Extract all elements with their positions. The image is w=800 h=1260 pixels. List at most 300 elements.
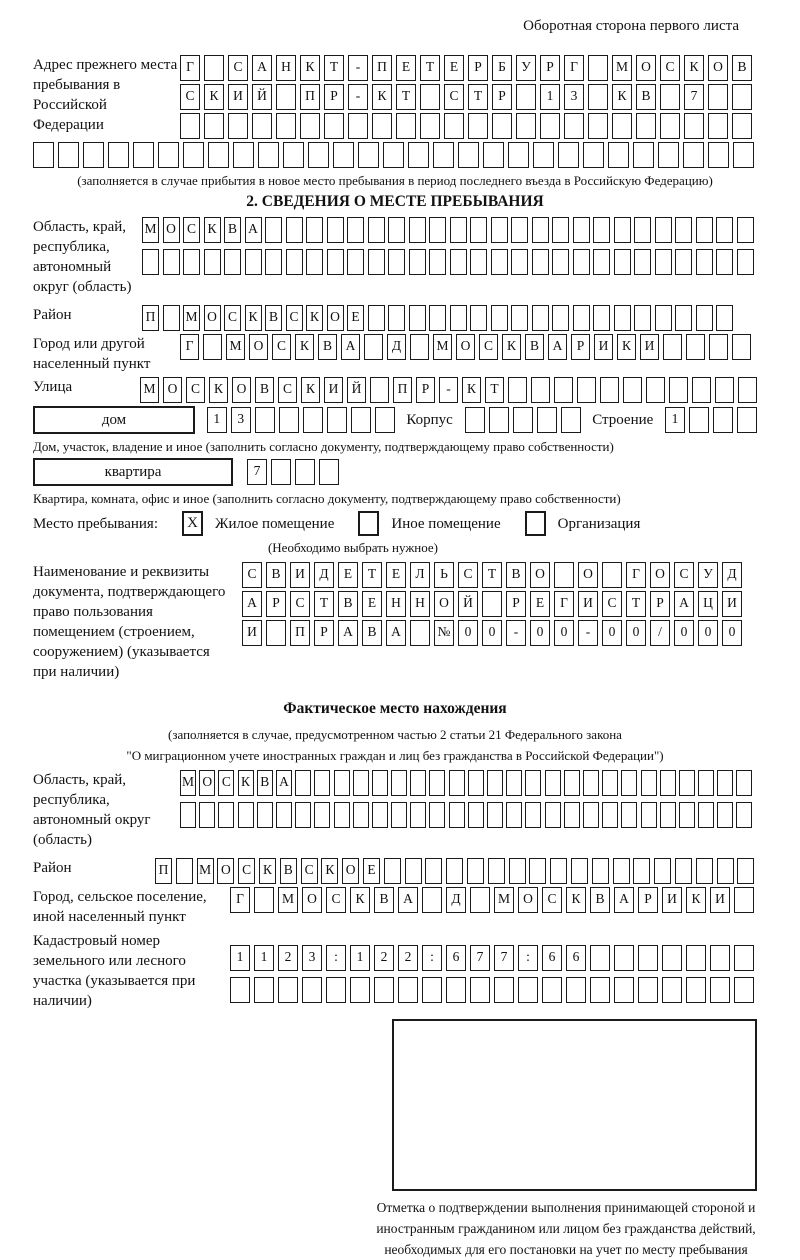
char-cell[interactable] (654, 858, 671, 884)
char-cell[interactable] (542, 977, 562, 1003)
char-cell[interactable]: Р (324, 84, 344, 110)
char-cell[interactable] (662, 945, 682, 971)
char-cell[interactable]: К (301, 377, 320, 403)
char-cell[interactable] (529, 858, 546, 884)
char-cell[interactable] (319, 459, 339, 485)
char-cell[interactable]: 2 (278, 945, 298, 971)
char-cell[interactable]: А (674, 591, 694, 617)
char-cell[interactable] (717, 858, 734, 884)
char-cell[interactable] (468, 802, 484, 828)
char-cell[interactable]: П (142, 305, 159, 331)
char-cell[interactable]: 6 (542, 945, 562, 971)
organization-checkbox[interactable] (525, 511, 546, 536)
char-cell[interactable]: Д (722, 562, 742, 588)
char-cell[interactable] (708, 113, 728, 139)
char-cell[interactable] (314, 802, 330, 828)
char-cell[interactable]: Д (387, 334, 406, 360)
char-cell[interactable]: Т (362, 562, 382, 588)
char-cell[interactable]: О (217, 858, 234, 884)
char-cell[interactable]: : (422, 945, 442, 971)
char-cell[interactable] (734, 977, 754, 1003)
char-cell[interactable] (612, 113, 632, 139)
char-cell[interactable] (470, 887, 490, 913)
char-cell[interactable] (306, 249, 323, 275)
char-cell[interactable] (487, 770, 503, 796)
char-cell[interactable]: Й (458, 591, 478, 617)
char-cell[interactable] (470, 977, 490, 1003)
char-cell[interactable] (675, 858, 692, 884)
char-cell[interactable] (408, 142, 429, 168)
char-cell[interactable] (564, 113, 584, 139)
char-cell[interactable] (558, 142, 579, 168)
char-cell[interactable]: Г (626, 562, 646, 588)
char-cell[interactable]: П (372, 55, 392, 81)
char-cell[interactable]: В (318, 334, 337, 360)
char-cell[interactable] (506, 770, 522, 796)
char-cell[interactable] (391, 770, 407, 796)
char-cell[interactable] (199, 802, 215, 828)
char-cell[interactable] (602, 562, 622, 588)
char-cell[interactable] (716, 305, 733, 331)
char-cell[interactable]: 7 (470, 945, 490, 971)
char-cell[interactable]: 6 (566, 945, 586, 971)
char-cell[interactable] (636, 113, 656, 139)
char-cell[interactable] (532, 249, 549, 275)
char-cell[interactable] (487, 802, 503, 828)
char-cell[interactable] (717, 770, 733, 796)
char-cell[interactable] (372, 770, 388, 796)
char-cell[interactable] (300, 113, 320, 139)
char-cell[interactable] (358, 142, 379, 168)
char-cell[interactable]: С (180, 84, 200, 110)
char-cell[interactable]: Т (420, 55, 440, 81)
char-cell[interactable]: Л (410, 562, 430, 588)
char-cell[interactable] (410, 802, 426, 828)
char-cell[interactable] (554, 377, 573, 403)
char-cell[interactable] (368, 249, 385, 275)
char-cell[interactable] (491, 217, 508, 243)
char-cell[interactable]: - (348, 55, 368, 81)
char-cell[interactable]: О (204, 305, 221, 331)
char-cell[interactable] (409, 249, 426, 275)
char-cell[interactable] (532, 305, 549, 331)
char-cell[interactable]: - (506, 620, 526, 646)
char-cell[interactable] (410, 620, 430, 646)
char-cell[interactable] (679, 770, 695, 796)
char-cell[interactable] (265, 249, 282, 275)
char-cell[interactable] (518, 977, 538, 1003)
char-cell[interactable] (488, 858, 505, 884)
char-cell[interactable] (333, 142, 354, 168)
char-cell[interactable]: С (242, 562, 262, 588)
char-cell[interactable]: С (290, 591, 310, 617)
char-cell[interactable]: 7 (247, 459, 267, 485)
char-cell[interactable]: Р (540, 55, 560, 81)
char-cell[interactable] (710, 977, 730, 1003)
char-cell[interactable]: Е (362, 591, 382, 617)
char-cell[interactable]: В (280, 858, 297, 884)
char-cell[interactable]: О (342, 858, 359, 884)
char-cell[interactable] (600, 377, 619, 403)
char-cell[interactable] (573, 217, 590, 243)
char-cell[interactable]: С (228, 55, 248, 81)
char-cell[interactable] (368, 217, 385, 243)
char-cell[interactable] (347, 217, 364, 243)
char-cell[interactable] (633, 858, 650, 884)
char-cell[interactable]: 1 (254, 945, 274, 971)
char-cell[interactable] (446, 977, 466, 1003)
char-cell[interactable]: 0 (554, 620, 574, 646)
char-cell[interactable]: 0 (482, 620, 502, 646)
char-cell[interactable] (511, 305, 528, 331)
char-cell[interactable] (696, 305, 713, 331)
char-cell[interactable] (623, 377, 642, 403)
char-cell[interactable]: : (518, 945, 538, 971)
char-cell[interactable]: 0 (530, 620, 550, 646)
char-cell[interactable]: А (386, 620, 406, 646)
char-cell[interactable] (506, 802, 522, 828)
char-cell[interactable]: 0 (626, 620, 646, 646)
char-cell[interactable]: 2 (374, 945, 394, 971)
char-cell[interactable] (613, 858, 630, 884)
char-cell[interactable] (550, 858, 567, 884)
char-cell[interactable] (533, 142, 554, 168)
char-cell[interactable] (554, 562, 574, 588)
char-cell[interactable] (675, 249, 692, 275)
char-cell[interactable]: Р (416, 377, 435, 403)
char-cell[interactable] (679, 802, 695, 828)
char-cell[interactable] (254, 977, 274, 1003)
char-cell[interactable] (738, 377, 757, 403)
char-cell[interactable] (602, 802, 618, 828)
char-cell[interactable] (429, 249, 446, 275)
char-cell[interactable]: В (266, 562, 286, 588)
char-cell[interactable] (238, 802, 254, 828)
char-cell[interactable]: У (698, 562, 718, 588)
char-cell[interactable]: Д (314, 562, 334, 588)
char-cell[interactable] (324, 113, 344, 139)
char-cell[interactable] (509, 858, 526, 884)
char-cell[interactable] (265, 217, 282, 243)
char-cell[interactable] (468, 113, 488, 139)
char-cell[interactable]: К (566, 887, 586, 913)
char-cell[interactable] (552, 217, 569, 243)
char-cell[interactable] (698, 770, 714, 796)
char-cell[interactable]: С (286, 305, 303, 331)
char-cell[interactable] (467, 858, 484, 884)
char-cell[interactable]: М (433, 334, 452, 360)
char-cell[interactable]: С (224, 305, 241, 331)
char-cell[interactable] (364, 334, 383, 360)
char-cell[interactable] (450, 217, 467, 243)
char-cell[interactable]: Й (252, 84, 272, 110)
char-cell[interactable]: К (462, 377, 481, 403)
char-cell[interactable]: Е (338, 562, 358, 588)
char-cell[interactable] (593, 249, 610, 275)
char-cell[interactable] (663, 334, 682, 360)
char-cell[interactable] (590, 945, 610, 971)
char-cell[interactable]: И (290, 562, 310, 588)
char-cell[interactable] (641, 802, 657, 828)
char-cell[interactable] (286, 217, 303, 243)
char-cell[interactable] (276, 113, 296, 139)
char-cell[interactable] (422, 977, 442, 1003)
char-cell[interactable]: Т (485, 377, 504, 403)
char-cell[interactable] (218, 802, 234, 828)
char-cell[interactable]: Н (386, 591, 406, 617)
char-cell[interactable] (334, 802, 350, 828)
char-cell[interactable] (391, 802, 407, 828)
char-cell[interactable]: К (295, 334, 314, 360)
char-cell[interactable] (425, 858, 442, 884)
char-cell[interactable] (372, 802, 388, 828)
char-cell[interactable]: Ц (698, 591, 718, 617)
char-cell[interactable] (470, 305, 487, 331)
char-cell[interactable]: К (372, 84, 392, 110)
char-cell[interactable]: Р (650, 591, 670, 617)
char-cell[interactable] (608, 142, 629, 168)
char-cell[interactable] (634, 305, 651, 331)
char-cell[interactable]: С (301, 858, 318, 884)
char-cell[interactable]: 0 (722, 620, 742, 646)
char-cell[interactable]: Б (492, 55, 512, 81)
char-cell[interactable] (736, 802, 752, 828)
char-cell[interactable]: С (660, 55, 680, 81)
char-cell[interactable] (176, 858, 193, 884)
char-cell[interactable]: Ь (434, 562, 454, 588)
char-cell[interactable] (388, 305, 405, 331)
char-cell[interactable] (278, 977, 298, 1003)
char-cell[interactable]: Р (492, 84, 512, 110)
char-cell[interactable] (302, 977, 322, 1003)
char-cell[interactable] (180, 802, 196, 828)
char-cell[interactable]: К (245, 305, 262, 331)
char-cell[interactable] (737, 858, 754, 884)
char-cell[interactable] (577, 377, 596, 403)
char-cell[interactable]: К (209, 377, 228, 403)
char-cell[interactable] (621, 802, 637, 828)
char-cell[interactable] (732, 84, 752, 110)
char-cell[interactable] (483, 142, 504, 168)
char-cell[interactable] (353, 802, 369, 828)
char-cell[interactable] (429, 770, 445, 796)
char-cell[interactable]: В (506, 562, 526, 588)
char-cell[interactable] (286, 249, 303, 275)
char-cell[interactable]: 7 (684, 84, 704, 110)
char-cell[interactable]: К (617, 334, 636, 360)
char-cell[interactable] (686, 334, 705, 360)
char-cell[interactable]: И (710, 887, 730, 913)
char-cell[interactable] (230, 977, 250, 1003)
char-cell[interactable] (588, 84, 608, 110)
char-cell[interactable] (736, 770, 752, 796)
char-cell[interactable] (516, 113, 536, 139)
char-cell[interactable] (532, 217, 549, 243)
char-cell[interactable]: В (525, 334, 544, 360)
char-cell[interactable]: П (393, 377, 412, 403)
char-cell[interactable]: К (300, 55, 320, 81)
char-cell[interactable]: И (594, 334, 613, 360)
char-cell[interactable]: И (640, 334, 659, 360)
apartment-type-box[interactable] (33, 458, 233, 486)
char-cell[interactable] (183, 142, 204, 168)
char-cell[interactable]: С (218, 770, 234, 796)
char-cell[interactable]: 3 (231, 407, 251, 433)
char-cell[interactable]: М (494, 887, 514, 913)
char-cell[interactable] (540, 113, 560, 139)
char-cell[interactable] (409, 305, 426, 331)
char-cell[interactable] (658, 142, 679, 168)
char-cell[interactable]: - (348, 84, 368, 110)
char-cell[interactable] (204, 113, 224, 139)
char-cell[interactable] (660, 770, 676, 796)
char-cell[interactable] (614, 305, 631, 331)
char-cell[interactable] (350, 977, 370, 1003)
char-cell[interactable] (326, 977, 346, 1003)
char-cell[interactable]: Т (468, 84, 488, 110)
char-cell[interactable] (449, 802, 465, 828)
char-cell[interactable] (429, 217, 446, 243)
char-cell[interactable] (638, 945, 658, 971)
char-cell[interactable] (669, 377, 688, 403)
char-cell[interactable] (433, 142, 454, 168)
char-cell[interactable] (564, 770, 580, 796)
char-cell[interactable] (561, 407, 581, 433)
char-cell[interactable] (732, 334, 751, 360)
char-cell[interactable] (708, 84, 728, 110)
char-cell[interactable] (660, 113, 680, 139)
char-cell[interactable] (675, 217, 692, 243)
char-cell[interactable] (295, 459, 315, 485)
char-cell[interactable]: К (321, 858, 338, 884)
char-cell[interactable]: 7 (494, 945, 514, 971)
char-cell[interactable]: К (238, 770, 254, 796)
char-cell[interactable]: О (199, 770, 215, 796)
char-cell[interactable]: 1 (540, 84, 560, 110)
char-cell[interactable]: Й (347, 377, 366, 403)
char-cell[interactable]: 0 (698, 620, 718, 646)
char-cell[interactable] (276, 802, 292, 828)
char-cell[interactable] (716, 249, 733, 275)
char-cell[interactable]: А (614, 887, 634, 913)
char-cell[interactable]: 0 (674, 620, 694, 646)
char-cell[interactable]: А (398, 887, 418, 913)
char-cell[interactable] (732, 113, 752, 139)
char-cell[interactable]: С (542, 887, 562, 913)
char-cell[interactable]: Т (324, 55, 344, 81)
char-cell[interactable] (396, 113, 416, 139)
char-cell[interactable] (429, 305, 446, 331)
char-cell[interactable] (374, 977, 394, 1003)
char-cell[interactable]: В (255, 377, 274, 403)
char-cell[interactable]: М (183, 305, 200, 331)
char-cell[interactable] (566, 977, 586, 1003)
char-cell[interactable] (163, 249, 180, 275)
char-cell[interactable]: О (232, 377, 251, 403)
char-cell[interactable] (384, 858, 401, 884)
char-cell[interactable] (163, 305, 180, 331)
char-cell[interactable] (347, 249, 364, 275)
char-cell[interactable]: Р (506, 591, 526, 617)
char-cell[interactable] (614, 217, 631, 243)
char-cell[interactable]: Р (314, 620, 334, 646)
char-cell[interactable] (662, 977, 682, 1003)
char-cell[interactable]: Г (180, 334, 199, 360)
char-cell[interactable]: И (324, 377, 343, 403)
char-cell[interactable]: М (197, 858, 214, 884)
char-cell[interactable]: Г (554, 591, 574, 617)
char-cell[interactable]: 1 (665, 407, 685, 433)
char-cell[interactable]: Е (386, 562, 406, 588)
char-cell[interactable] (266, 620, 286, 646)
char-cell[interactable] (655, 305, 672, 331)
char-cell[interactable] (295, 802, 311, 828)
char-cell[interactable]: 0 (602, 620, 622, 646)
char-cell[interactable] (633, 142, 654, 168)
char-cell[interactable] (420, 84, 440, 110)
char-cell[interactable] (203, 334, 222, 360)
char-cell[interactable] (614, 945, 634, 971)
char-cell[interactable] (508, 377, 527, 403)
char-cell[interactable]: Е (444, 55, 464, 81)
char-cell[interactable] (692, 377, 711, 403)
char-cell[interactable]: Н (276, 55, 296, 81)
char-cell[interactable]: К (502, 334, 521, 360)
char-cell[interactable] (276, 84, 296, 110)
char-cell[interactable]: В (590, 887, 610, 913)
char-cell[interactable]: О (708, 55, 728, 81)
char-cell[interactable] (634, 217, 651, 243)
char-cell[interactable] (511, 249, 528, 275)
char-cell[interactable] (303, 407, 323, 433)
char-cell[interactable]: В (257, 770, 273, 796)
char-cell[interactable] (468, 770, 484, 796)
char-cell[interactable]: П (300, 84, 320, 110)
char-cell[interactable]: А (341, 334, 360, 360)
char-cell[interactable] (492, 113, 512, 139)
char-cell[interactable]: Т (626, 591, 646, 617)
char-cell[interactable] (348, 113, 368, 139)
char-cell[interactable] (422, 887, 442, 913)
char-cell[interactable] (588, 113, 608, 139)
char-cell[interactable]: В (224, 217, 241, 243)
char-cell[interactable] (709, 334, 728, 360)
char-cell[interactable] (655, 249, 672, 275)
char-cell[interactable] (33, 142, 54, 168)
char-cell[interactable] (602, 770, 618, 796)
char-cell[interactable]: О (163, 217, 180, 243)
char-cell[interactable] (470, 249, 487, 275)
char-cell[interactable]: О (249, 334, 268, 360)
char-cell[interactable]: К (259, 858, 276, 884)
char-cell[interactable]: В (265, 305, 282, 331)
char-cell[interactable] (716, 217, 733, 243)
char-cell[interactable]: А (548, 334, 567, 360)
char-cell[interactable] (710, 945, 730, 971)
char-cell[interactable] (449, 770, 465, 796)
char-cell[interactable] (327, 249, 344, 275)
char-cell[interactable] (545, 770, 561, 796)
char-cell[interactable]: 6 (446, 945, 466, 971)
char-cell[interactable] (470, 217, 487, 243)
char-cell[interactable]: О (434, 591, 454, 617)
char-cell[interactable]: 0 (458, 620, 478, 646)
char-cell[interactable] (641, 770, 657, 796)
char-cell[interactable]: К (306, 305, 323, 331)
char-cell[interactable]: : (326, 945, 346, 971)
char-cell[interactable] (516, 84, 536, 110)
char-cell[interactable] (634, 249, 651, 275)
